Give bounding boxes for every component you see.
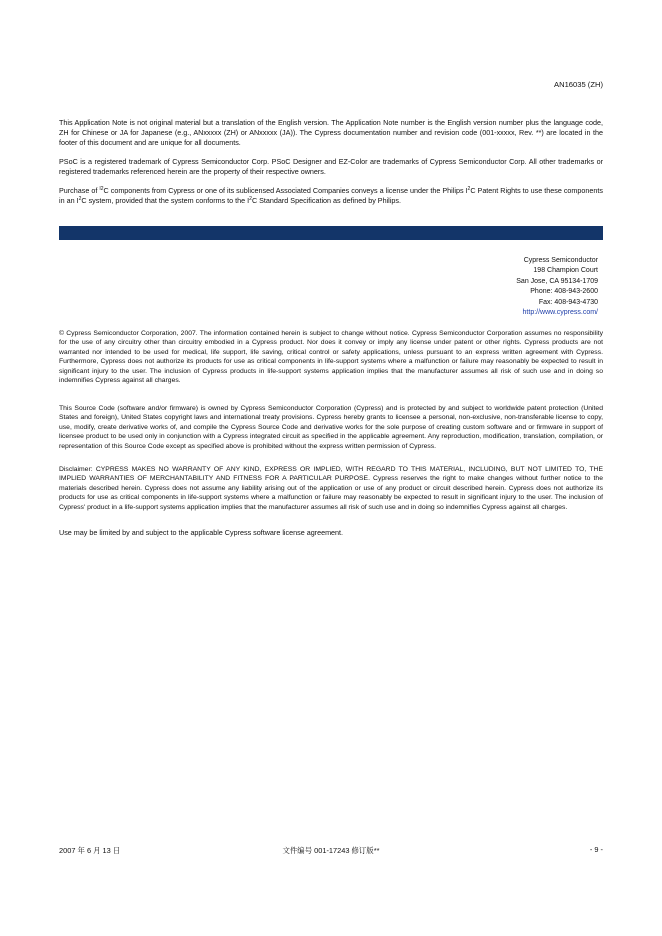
footer-page-number: - 9 -	[589, 845, 603, 854]
copyright-paragraph: © Cypress Semiconductor Corporation, 2007. The information contained herein is subject to change without notice. Cypress Semiconductor Corporation assumes no responsibility for the use of any circuitry other than circuitry embodied in a Cypress product. Nor does it convey or imply any license under patent or other rights. Cypress products are not warranted nor intended to be used for medical, life support, life saving, critical control or safety applications, unless pursuant to an express written agreement with Cypress. Furthermore, Cypress does not authorize its products for use as critical components in life-support systems where a malfunction or failure may reasonably be expected to result in significant injury to the user. The inclusion of Cypress products in life-support systems application implies that the manufacturer assumes all risk of such use and in doing so indemnifies Cypress against all charges.	[59, 330, 603, 385]
company-name: Cypress Semiconductor	[523, 257, 598, 264]
source-code-paragraph: This Source Code (software and/or firmware) is owned by Cypress Semiconductor Corporation (Cypress) and is protected by and subject to worldwide patent protection (United States and foreign), United States copyright laws and international treaty provisions. Cypress hereby grants to licensee a personal, non-exclusive, non-transferable license to copy, use, modify, create derivative works of, and compile the Cypress Source Code and derivative works for the sole purpose of creating custom software and or firmware in support of licensee product to be used only in conjunction with a Cypress integrated circuit as specified in the applicable agreement. Any reproduction, modification, translation, compilation, or representation of this Source Code except as specified above is prohibited without the express written permission of Cypress.	[59, 405, 603, 450]
page-footer	[59, 845, 603, 857]
footer-date: 2007 年 6 月 13 日	[59, 846, 121, 855]
i2c-license-note: Purchase of $^{I2}$C components from Cypress or one of its sublicensed Associated Companies conveys a license under the Philips $I^2C$ Patent Rights to use these components in an $I^2C$ system, provided that the system conforms to the $I^2C$ Standard Specification as defined by Philips.	[59, 186, 603, 206]
phone-number: Phone: 408-943-2600	[530, 288, 598, 296]
translation-note: This Application Note is not original material but a translation of the English version. The Application Note number is the English version number plus the language code, ZH for Chinese or JA for Japanese (e.g., ANxxxxx (ZH) or ANxxxxx (JA)). The Cypress documentation number and revision code (001-xxxxx, Rev. **) are located in the footer of this document and are unique for all documents.	[59, 118, 603, 148]
license-limit-paragraph: Use may be limited by and subject to the applicable Cypress software license agreement.	[59, 528, 344, 537]
fax-number: Fax: 408-943-4730	[538, 298, 598, 306]
footer-doc-number: 文件编号 001-17243 修订版**	[282, 846, 380, 855]
trademark-note: PSoC is a registered trademark of Cypress Semiconductor Corp. PSoC Designer and EZ-Color are trademarks of Cypress Semiconductor Corp. All other trademarks or registered trademarks referenced herein are the property of their respective owners.	[59, 157, 603, 177]
document-id: AN16035 (ZH)	[554, 80, 603, 89]
street-address: 198 Champion Court	[533, 267, 598, 275]
city-address: San Jose, CA 95134-1709	[516, 277, 598, 285]
disclaimer-paragraph: Disclaimer: CYPRESS MAKES NO WARRANTY OF ANY KIND, EXPRESS OR IMPLIED, WITH REGARD TO THIS MATERIAL, INCLUDING, BUT NOT LIMITED TO, THE IMPLIED WARRANTIES OF MERCHANTABILITY AND FITNESS FOR A PARTICULAR PURPOSE. Cypress reserves the right to make changes without further notice to the materials described herein. Cypress does not assume any liability arising out of the application or use of any product or circuit described herein. Cypress does not authorize its products for use as critical components in life-support systems where a malfunction or failure may reasonably be expected to result in significant injury to the user. The inclusion of Cypress' product in a life-support systems application implies that the manufacturer assumes all risk of such use and in doing so indemnifies Cypress against all charges.	[59, 466, 603, 511]
divider-bar	[59, 226, 603, 240]
contact-block	[516, 256, 598, 318]
website-link[interactable]: http://www.cypress.com/	[522, 309, 598, 317]
